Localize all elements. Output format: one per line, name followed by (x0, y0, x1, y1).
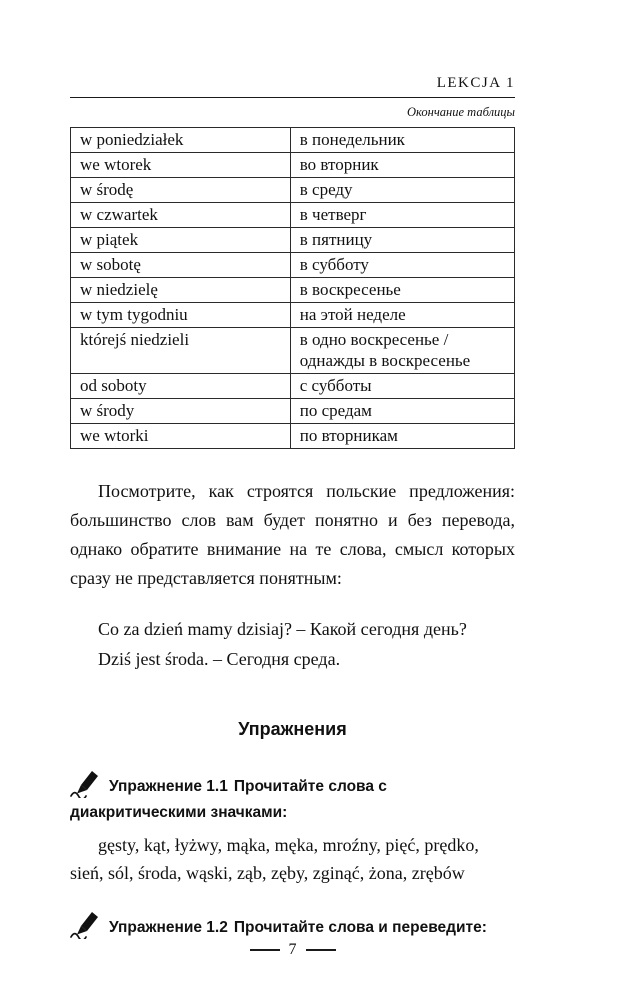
polish-cell: w piątek (71, 228, 291, 253)
intro-paragraph: Посмотрите, как строятся польские предложения: большинство слов вам будет понятно и без перевода, однако обратите внимание на те слова, смысл которых сразу не представляется понятным: (70, 481, 515, 588)
exercise-label: Упражнение 1.2 (109, 919, 228, 936)
polish-cell: w sobotę (71, 253, 291, 278)
table-row (71, 278, 515, 303)
russian-cell: в воскресенье (290, 278, 514, 303)
table-row (71, 128, 515, 153)
polish-cell: w tym tygodniu (71, 303, 291, 328)
header-rule (70, 97, 515, 98)
exercise-task: Прочитайте слова и переведите: (233, 919, 487, 936)
polish-cell: w środy (71, 399, 291, 424)
exercise-1-1-heading (70, 770, 515, 826)
vocabulary-table (70, 127, 515, 449)
footer-rule-left (250, 949, 280, 951)
exercise-1-1-words: gęsty, kąt, łyżwy, mąka, męka, mroźny, pięć, prędko, sień, sól, środa, wąski, ząb, zęby, zginąć, żona, zrębów (70, 835, 479, 883)
polish-cell: we wtorki (71, 424, 291, 449)
russian-cell: в понедельник (290, 128, 514, 153)
page-footer (70, 941, 515, 959)
table-row (71, 328, 515, 374)
table-row (71, 303, 515, 328)
page-header-title: LEKCJA 1 (436, 75, 515, 91)
russian-cell: по вторникам (290, 424, 514, 449)
exercise-task: Прочитайте слова с диакритическими значками: (70, 778, 387, 821)
polish-cell: w czwartek (71, 203, 291, 228)
table-row (71, 228, 515, 253)
polish-cell: w poniedziałek (71, 128, 291, 153)
russian-cell: во вторник (290, 153, 514, 178)
russian-cell: в четверг (290, 203, 514, 228)
polish-cell: od soboty (71, 374, 291, 399)
section-heading: Упражнения (238, 719, 347, 739)
russian-cell: на этой неделе (290, 303, 514, 328)
table-row (71, 424, 515, 449)
footer-rule-right (306, 949, 336, 951)
table-row (71, 178, 515, 203)
exercise-1-2-heading (70, 911, 515, 941)
pen-icon (70, 770, 100, 798)
table-caption: Окончание таблицы (406, 105, 515, 119)
russian-cell: с субботы (290, 374, 514, 399)
pen-icon (70, 911, 100, 939)
example-line-1: Co za dzień mamy dzisiaj? – Какой сегодня день? (98, 619, 467, 639)
table-row (71, 153, 515, 178)
russian-cell: в одно воскресенье / однажды в воскресенье (290, 328, 514, 374)
exercise-label: Упражнение 1.1 (109, 778, 228, 795)
table-row (71, 253, 515, 278)
polish-cell: w środę (71, 178, 291, 203)
russian-cell: в субботу (290, 253, 514, 278)
page-number: 7 (288, 941, 297, 958)
polish-cell: w niedzielę (71, 278, 291, 303)
polish-cell: którejś niedzieli (71, 328, 291, 374)
russian-cell: в пятницу (290, 228, 514, 253)
example-sentences (98, 614, 515, 674)
table-row (71, 374, 515, 399)
example-line-2: Dziś jest środa. – Сегодня среда. (98, 649, 341, 669)
vocabulary-table-body (71, 128, 515, 449)
polish-cell: we wtorek (71, 153, 291, 178)
table-row (71, 399, 515, 424)
russian-cell: по средам (290, 399, 514, 424)
table-row (71, 203, 515, 228)
russian-cell: в среду (290, 178, 514, 203)
